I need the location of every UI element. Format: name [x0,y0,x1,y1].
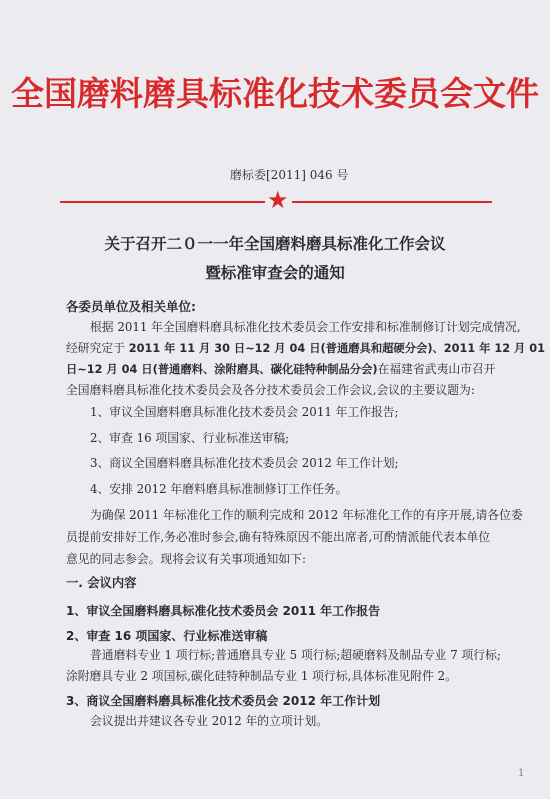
item3-detail-line1: 会议提出并建议各专业 2012 年的立项计划。 [90,714,329,728]
paragraph2-line2: 员提前安排好工作,务必准时参会,确有特殊原因不能出席者,可酌情派能代表本单位 [66,530,491,544]
red-rule-right [292,201,492,203]
paragraph2-line3: 意见的同志参会。现将会议有关事项通知如下: [66,552,306,566]
section-item-heading: 2、审查 16 项国家、行业标准送审稿 [66,629,268,643]
meeting-location: 在福建省武夷山市召开 [377,362,496,376]
agenda-item: 1、审议全国磨料磨具标准化技术委员会 2011 年工作报告; [90,405,399,419]
notice-title-line1: 关于召开二０一一年全国磨料磨具标准化工作会议 [104,234,446,253]
notice-title-line2: 暨标准审查会的通知 [205,263,345,282]
agenda-item: 3、商议全国磨料磨具标准化技术委员会 2012 年工作计划; [90,456,399,470]
paragraph1-line1: 根据 2011 年全国磨料磨具标准化技术委员会工作安排和标准制修订计划完成情况, [90,320,521,334]
red-star-icon: ★ [267,186,289,214]
paragraph1-line2-lead: 经研究定于 [66,341,129,355]
paragraph1-line2 [66,338,545,360]
section-item-heading: 3、商议全国磨料磨具标准化技术委员会 2012 年工作计划 [66,694,381,708]
section-heading: 一. 会议内容 [66,576,137,590]
salutation: 各委员单位及相关单位: [66,299,196,314]
document-number: 磨标委[2011] 046 号 [230,168,349,182]
document-header-title: 全国磨料磨具标准化技术委员会文件 [11,74,539,113]
item2-detail-line1: 普通磨料专业 1 项行标;普通磨具专业 5 项行标;超硬磨料及制品专业 7 项行标; [90,648,501,662]
paragraph2-line1: 为确保 2011 年标准化工作的顺利完成和 2012 年标准化工作的有序开展,请各位委 [90,508,523,522]
section-item-heading: 1、审议全国磨料磨具标准化技术委员会 2011 年工作报告 [66,604,381,618]
meeting-dates-part1: 2011 年 11 月 30 日~12 月 04 日(普通磨具和超硬分会)、2011 年 12 月 01 [128,342,545,355]
agenda-item: 4、安排 2012 年磨料磨具标准制修订工作任务。 [90,482,348,496]
page-number: 1 [518,768,525,779]
paragraph1-line4: 全国磨料磨具标准化技术委员会及各分技术委员会工作会议,会议的主要议题为: [66,383,475,397]
agenda-item: 2、审查 16 项国家、行业标准送审稿; [90,431,290,445]
paragraph1-line3 [66,359,496,381]
meeting-dates-part2: 日~12 月 04 日(普通磨料、涂附磨具、碳化硅特种制品分会) [66,363,378,376]
item2-detail-line2: 涂附磨具专业 2 项国标,碳化硅特种制品专业 1 项行标,具体标准见附件 2。 [66,669,457,683]
red-rule-left [60,201,265,203]
